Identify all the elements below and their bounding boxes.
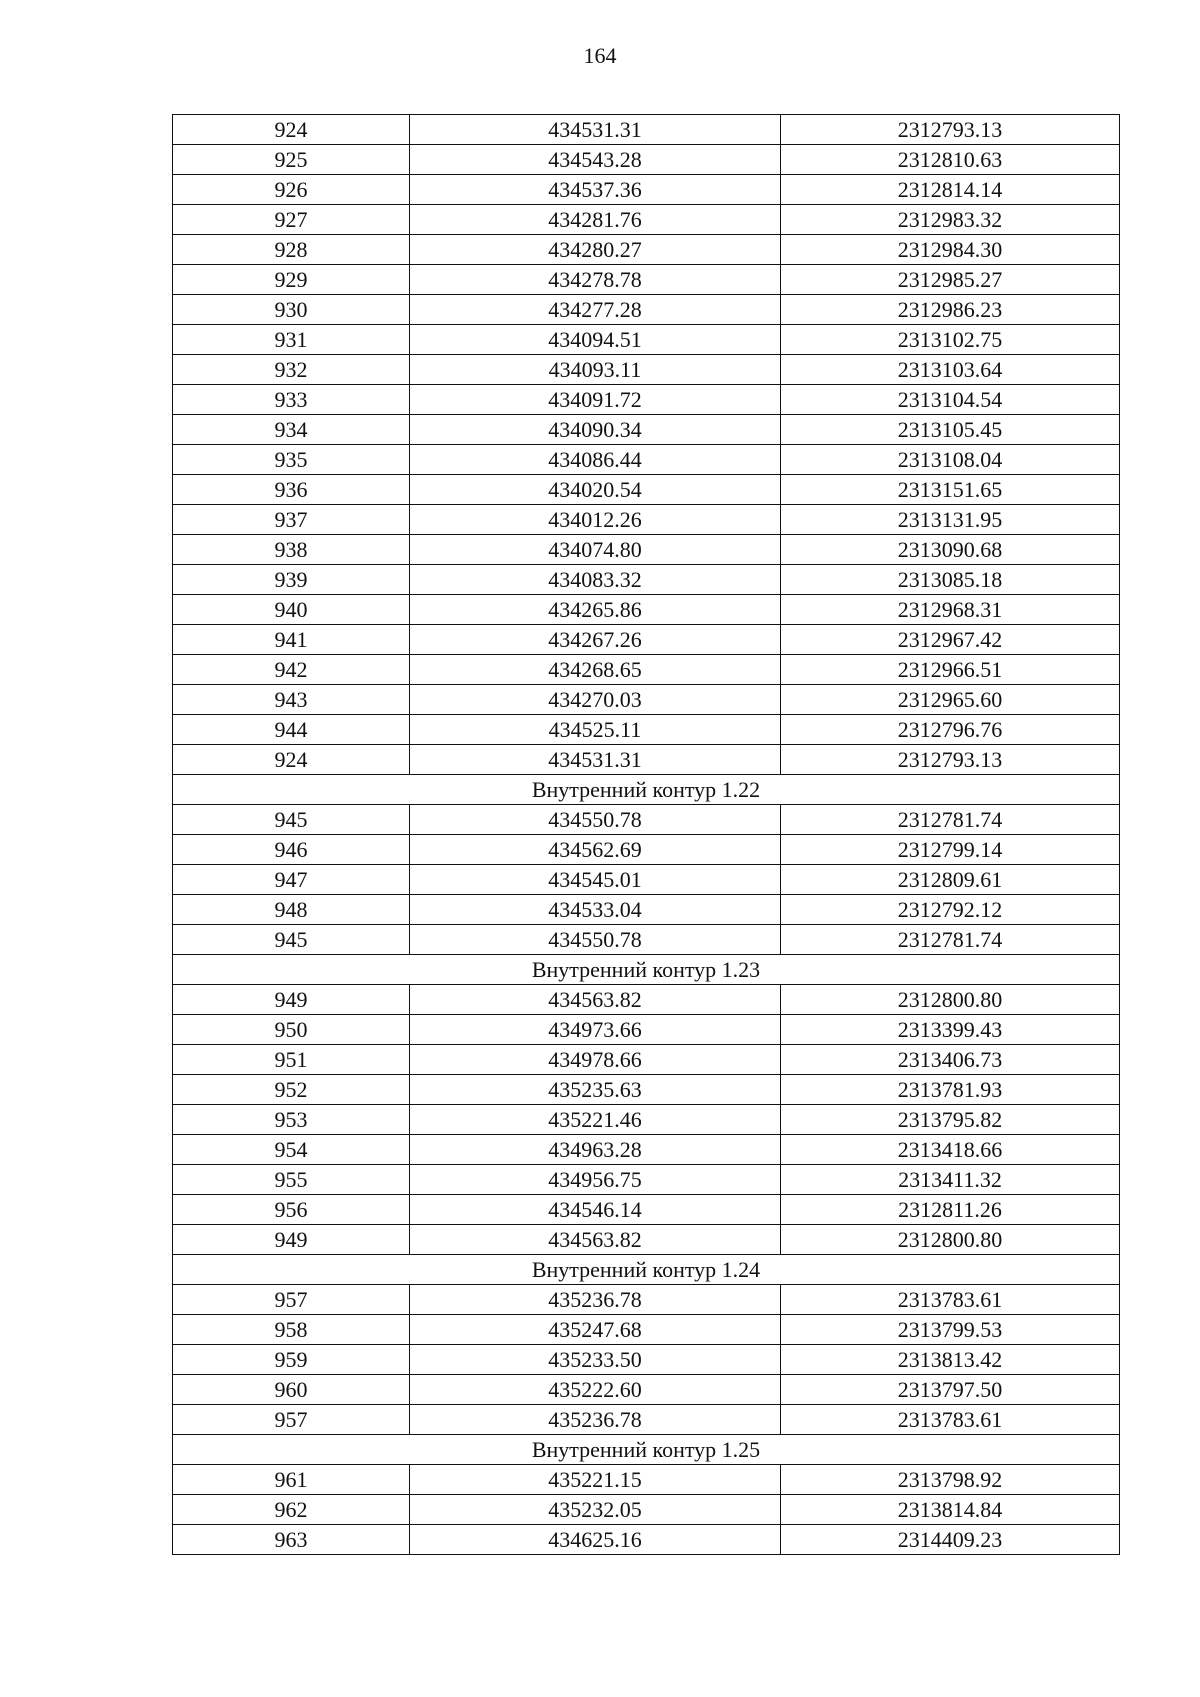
y-coordinate-cell: 2313814.84 bbox=[781, 1495, 1120, 1525]
table-row bbox=[173, 445, 1120, 475]
x-coordinate-cell: 435247.68 bbox=[410, 1315, 781, 1345]
y-coordinate-cell: 2313799.53 bbox=[781, 1315, 1120, 1345]
x-coordinate-cell: 434091.72 bbox=[410, 385, 781, 415]
table-row bbox=[173, 1375, 1120, 1405]
y-coordinate-cell: 2313131.95 bbox=[781, 505, 1120, 535]
x-coordinate-cell: 435222.60 bbox=[410, 1375, 781, 1405]
table-row bbox=[173, 295, 1120, 325]
table-row bbox=[173, 1225, 1120, 1255]
table-row bbox=[173, 655, 1120, 685]
table-row bbox=[173, 355, 1120, 385]
x-coordinate-cell: 434978.66 bbox=[410, 1045, 781, 1075]
y-coordinate-cell: 2313102.75 bbox=[781, 325, 1120, 355]
x-coordinate-cell: 434267.26 bbox=[410, 625, 781, 655]
table-row bbox=[173, 985, 1120, 1015]
x-coordinate-cell: 434563.82 bbox=[410, 985, 781, 1015]
table-row bbox=[173, 625, 1120, 655]
x-coordinate-cell: 435236.78 bbox=[410, 1405, 781, 1435]
x-coordinate-cell: 434537.36 bbox=[410, 175, 781, 205]
table-row bbox=[173, 475, 1120, 505]
x-coordinate-cell: 434973.66 bbox=[410, 1015, 781, 1045]
point-number-cell: 949 bbox=[173, 1225, 410, 1255]
point-number-cell: 937 bbox=[173, 505, 410, 535]
point-number-cell: 940 bbox=[173, 595, 410, 625]
point-number-cell: 946 bbox=[173, 835, 410, 865]
y-coordinate-cell: 2312967.42 bbox=[781, 625, 1120, 655]
x-coordinate-cell: 434525.11 bbox=[410, 715, 781, 745]
point-number-cell: 938 bbox=[173, 535, 410, 565]
table-row bbox=[173, 865, 1120, 895]
y-coordinate-cell: 2312800.80 bbox=[781, 1225, 1120, 1255]
point-number-cell: 941 bbox=[173, 625, 410, 655]
x-coordinate-cell: 434268.65 bbox=[410, 655, 781, 685]
y-coordinate-cell: 2313795.82 bbox=[781, 1105, 1120, 1135]
table-row bbox=[173, 385, 1120, 415]
table-row bbox=[173, 1075, 1120, 1105]
y-coordinate-cell: 2312985.27 bbox=[781, 265, 1120, 295]
coordinates-table-body bbox=[173, 115, 1120, 1555]
table-row bbox=[173, 415, 1120, 445]
point-number-cell: 944 bbox=[173, 715, 410, 745]
section-title: Внутренний контур 1.25 bbox=[173, 1435, 1120, 1465]
table-row bbox=[173, 1105, 1120, 1135]
table-row bbox=[173, 1345, 1120, 1375]
x-coordinate-cell: 434086.44 bbox=[410, 445, 781, 475]
table-row bbox=[173, 535, 1120, 565]
point-number-cell: 932 bbox=[173, 355, 410, 385]
point-number-cell: 954 bbox=[173, 1135, 410, 1165]
point-number-cell: 960 bbox=[173, 1375, 410, 1405]
table-row bbox=[173, 325, 1120, 355]
x-coordinate-cell: 434020.54 bbox=[410, 475, 781, 505]
x-coordinate-cell: 434546.14 bbox=[410, 1195, 781, 1225]
x-coordinate-cell: 434545.01 bbox=[410, 865, 781, 895]
section-row bbox=[173, 955, 1120, 985]
point-number-cell: 945 bbox=[173, 805, 410, 835]
table-row bbox=[173, 805, 1120, 835]
point-number-cell: 962 bbox=[173, 1495, 410, 1525]
y-coordinate-cell: 2313399.43 bbox=[781, 1015, 1120, 1045]
table-row bbox=[173, 1495, 1120, 1525]
point-number-cell: 949 bbox=[173, 985, 410, 1015]
y-coordinate-cell: 2313411.32 bbox=[781, 1165, 1120, 1195]
x-coordinate-cell: 434550.78 bbox=[410, 925, 781, 955]
point-number-cell: 924 bbox=[173, 745, 410, 775]
y-coordinate-cell: 2312796.76 bbox=[781, 715, 1120, 745]
point-number-cell: 953 bbox=[173, 1105, 410, 1135]
x-coordinate-cell: 434278.78 bbox=[410, 265, 781, 295]
y-coordinate-cell: 2312800.80 bbox=[781, 985, 1120, 1015]
x-coordinate-cell: 434543.28 bbox=[410, 145, 781, 175]
section-title: Внутренний контур 1.22 bbox=[173, 775, 1120, 805]
point-number-cell: 934 bbox=[173, 415, 410, 445]
table-row bbox=[173, 1165, 1120, 1195]
point-number-cell: 963 bbox=[173, 1525, 410, 1555]
point-number-cell: 927 bbox=[173, 205, 410, 235]
y-coordinate-cell: 2313090.68 bbox=[781, 535, 1120, 565]
x-coordinate-cell: 434563.82 bbox=[410, 1225, 781, 1255]
table-row bbox=[173, 745, 1120, 775]
point-number-cell: 958 bbox=[173, 1315, 410, 1345]
y-coordinate-cell: 2312811.26 bbox=[781, 1195, 1120, 1225]
y-coordinate-cell: 2312984.30 bbox=[781, 235, 1120, 265]
point-number-cell: 947 bbox=[173, 865, 410, 895]
y-coordinate-cell: 2313105.45 bbox=[781, 415, 1120, 445]
x-coordinate-cell: 435233.50 bbox=[410, 1345, 781, 1375]
y-coordinate-cell: 2313151.65 bbox=[781, 475, 1120, 505]
table-row bbox=[173, 925, 1120, 955]
table-row bbox=[173, 205, 1120, 235]
y-coordinate-cell: 2313418.66 bbox=[781, 1135, 1120, 1165]
table-row bbox=[173, 1195, 1120, 1225]
table-row bbox=[173, 235, 1120, 265]
point-number-cell: 942 bbox=[173, 655, 410, 685]
y-coordinate-cell: 2313406.73 bbox=[781, 1045, 1120, 1075]
y-coordinate-cell: 2312983.32 bbox=[781, 205, 1120, 235]
x-coordinate-cell: 434531.31 bbox=[410, 115, 781, 145]
x-coordinate-cell: 435221.15 bbox=[410, 1465, 781, 1495]
point-number-cell: 955 bbox=[173, 1165, 410, 1195]
y-coordinate-cell: 2313103.64 bbox=[781, 355, 1120, 385]
y-coordinate-cell: 2313104.54 bbox=[781, 385, 1120, 415]
table-row bbox=[173, 685, 1120, 715]
y-coordinate-cell: 2312781.74 bbox=[781, 805, 1120, 835]
point-number-cell: 926 bbox=[173, 175, 410, 205]
x-coordinate-cell: 434963.28 bbox=[410, 1135, 781, 1165]
table-row bbox=[173, 1045, 1120, 1075]
table-row bbox=[173, 1525, 1120, 1555]
y-coordinate-cell: 2312792.12 bbox=[781, 895, 1120, 925]
point-number-cell: 924 bbox=[173, 115, 410, 145]
table-row bbox=[173, 1315, 1120, 1345]
point-number-cell: 948 bbox=[173, 895, 410, 925]
point-number-cell: 931 bbox=[173, 325, 410, 355]
table-row bbox=[173, 595, 1120, 625]
section-title: Внутренний контур 1.23 bbox=[173, 955, 1120, 985]
point-number-cell: 935 bbox=[173, 445, 410, 475]
point-number-cell: 930 bbox=[173, 295, 410, 325]
section-row bbox=[173, 775, 1120, 805]
point-number-cell: 952 bbox=[173, 1075, 410, 1105]
y-coordinate-cell: 2312986.23 bbox=[781, 295, 1120, 325]
section-title: Внутренний контур 1.24 bbox=[173, 1255, 1120, 1285]
x-coordinate-cell: 434956.75 bbox=[410, 1165, 781, 1195]
y-coordinate-cell: 2312781.74 bbox=[781, 925, 1120, 955]
x-coordinate-cell: 434083.32 bbox=[410, 565, 781, 595]
x-coordinate-cell: 435221.46 bbox=[410, 1105, 781, 1135]
y-coordinate-cell: 2312968.31 bbox=[781, 595, 1120, 625]
x-coordinate-cell: 434094.51 bbox=[410, 325, 781, 355]
section-row bbox=[173, 1435, 1120, 1465]
point-number-cell: 957 bbox=[173, 1405, 410, 1435]
y-coordinate-cell: 2313798.92 bbox=[781, 1465, 1120, 1495]
y-coordinate-cell: 2312793.13 bbox=[781, 745, 1120, 775]
x-coordinate-cell: 434533.04 bbox=[410, 895, 781, 925]
coordinates-table bbox=[172, 114, 1120, 1555]
y-coordinate-cell: 2313797.50 bbox=[781, 1375, 1120, 1405]
table-row bbox=[173, 1015, 1120, 1045]
page-number: 164 bbox=[583, 43, 617, 68]
x-coordinate-cell: 434074.80 bbox=[410, 535, 781, 565]
y-coordinate-cell: 2313783.61 bbox=[781, 1285, 1120, 1315]
y-coordinate-cell: 2312799.14 bbox=[781, 835, 1120, 865]
x-coordinate-cell: 434270.03 bbox=[410, 685, 781, 715]
table-row bbox=[173, 265, 1120, 295]
x-coordinate-cell: 434281.76 bbox=[410, 205, 781, 235]
point-number-cell: 929 bbox=[173, 265, 410, 295]
point-number-cell: 957 bbox=[173, 1285, 410, 1315]
y-coordinate-cell: 2313813.42 bbox=[781, 1345, 1120, 1375]
x-coordinate-cell: 434625.16 bbox=[410, 1525, 781, 1555]
point-number-cell: 956 bbox=[173, 1195, 410, 1225]
table-row bbox=[173, 565, 1120, 595]
y-coordinate-cell: 2312966.51 bbox=[781, 655, 1120, 685]
y-coordinate-cell: 2313783.61 bbox=[781, 1405, 1120, 1435]
table-row bbox=[173, 115, 1120, 145]
x-coordinate-cell: 434550.78 bbox=[410, 805, 781, 835]
y-coordinate-cell: 2312814.14 bbox=[781, 175, 1120, 205]
table-row bbox=[173, 1135, 1120, 1165]
y-coordinate-cell: 2312965.60 bbox=[781, 685, 1120, 715]
table-row bbox=[173, 835, 1120, 865]
y-coordinate-cell: 2313085.18 bbox=[781, 565, 1120, 595]
x-coordinate-cell: 434090.34 bbox=[410, 415, 781, 445]
x-coordinate-cell: 434562.69 bbox=[410, 835, 781, 865]
x-coordinate-cell: 434265.86 bbox=[410, 595, 781, 625]
point-number-cell: 950 bbox=[173, 1015, 410, 1045]
table-row bbox=[173, 715, 1120, 745]
table-row bbox=[173, 1285, 1120, 1315]
y-coordinate-cell: 2312793.13 bbox=[781, 115, 1120, 145]
point-number-cell: 939 bbox=[173, 565, 410, 595]
y-coordinate-cell: 2314409.23 bbox=[781, 1525, 1120, 1555]
y-coordinate-cell: 2313781.93 bbox=[781, 1075, 1120, 1105]
x-coordinate-cell: 435232.05 bbox=[410, 1495, 781, 1525]
table-row bbox=[173, 145, 1120, 175]
point-number-cell: 933 bbox=[173, 385, 410, 415]
point-number-cell: 959 bbox=[173, 1345, 410, 1375]
table-row bbox=[173, 1405, 1120, 1435]
x-coordinate-cell: 434280.27 bbox=[410, 235, 781, 265]
y-coordinate-cell: 2312809.61 bbox=[781, 865, 1120, 895]
x-coordinate-cell: 434277.28 bbox=[410, 295, 781, 325]
point-number-cell: 936 bbox=[173, 475, 410, 505]
y-coordinate-cell: 2312810.63 bbox=[781, 145, 1120, 175]
point-number-cell: 961 bbox=[173, 1465, 410, 1495]
table-row bbox=[173, 175, 1120, 205]
x-coordinate-cell: 434012.26 bbox=[410, 505, 781, 535]
point-number-cell: 928 bbox=[173, 235, 410, 265]
point-number-cell: 943 bbox=[173, 685, 410, 715]
table-row bbox=[173, 1465, 1120, 1495]
table-row bbox=[173, 895, 1120, 925]
x-coordinate-cell: 434093.11 bbox=[410, 355, 781, 385]
section-row bbox=[173, 1255, 1120, 1285]
y-coordinate-cell: 2313108.04 bbox=[781, 445, 1120, 475]
point-number-cell: 951 bbox=[173, 1045, 410, 1075]
x-coordinate-cell: 435235.63 bbox=[410, 1075, 781, 1105]
point-number-cell: 945 bbox=[173, 925, 410, 955]
table-row bbox=[173, 505, 1120, 535]
point-number-cell: 925 bbox=[173, 145, 410, 175]
x-coordinate-cell: 434531.31 bbox=[410, 745, 781, 775]
x-coordinate-cell: 435236.78 bbox=[410, 1285, 781, 1315]
